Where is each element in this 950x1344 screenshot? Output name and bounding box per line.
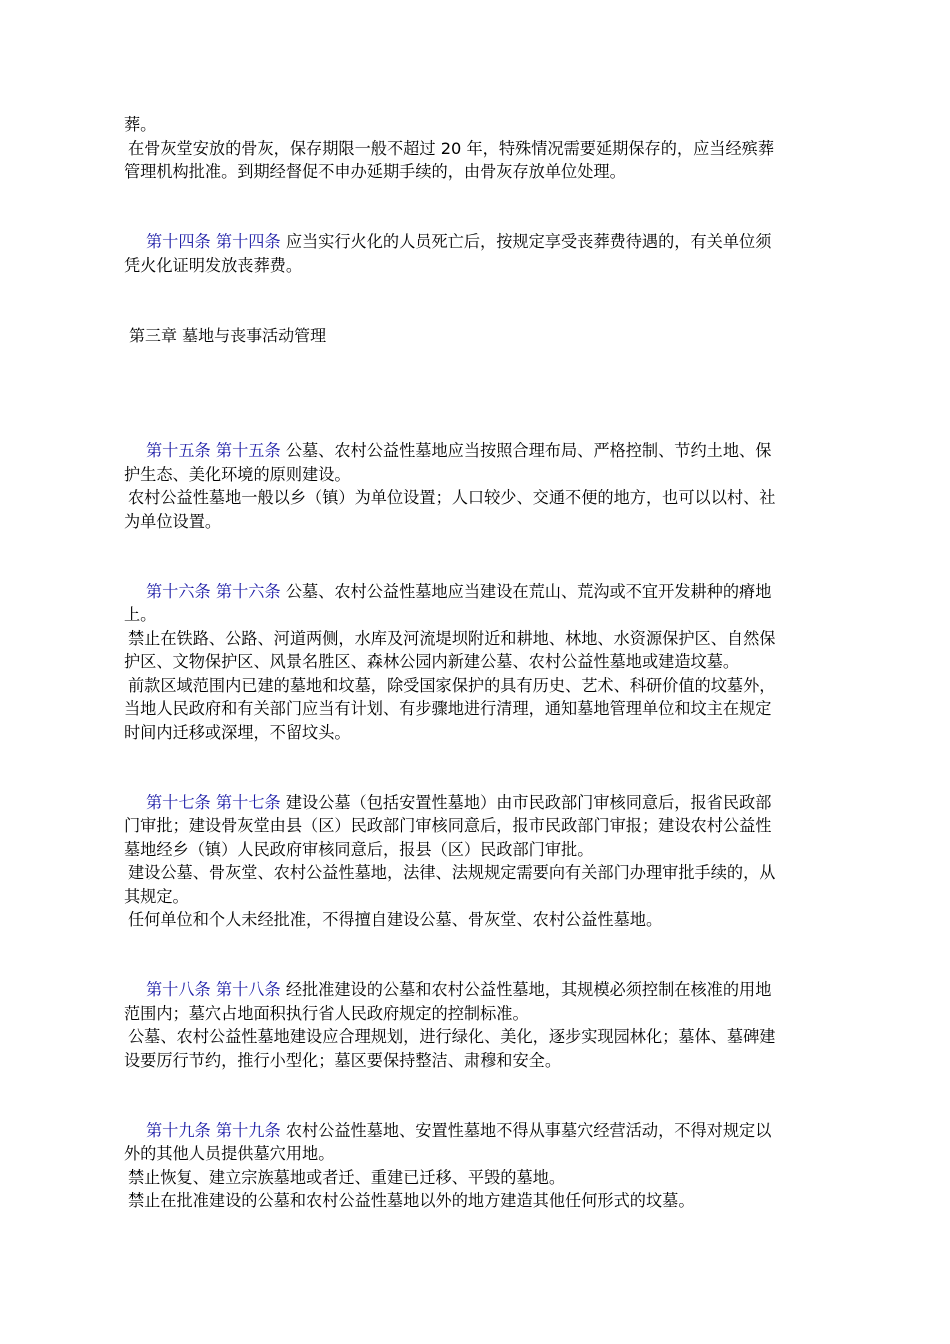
text-line: 葬。 bbox=[124, 115, 157, 134]
text-line: 为单位设置。 bbox=[124, 512, 222, 531]
article-18-text: 经批准建设的公墓和农村公益性墓地，其规模必须控制在核准的用地 bbox=[285, 980, 772, 999]
text-line: 禁止恢复、建立宗族墓地或者迁、重建已迁移、平毁的墓地。 bbox=[128, 1168, 566, 1187]
text-line: 禁止在铁路、公路、河道两侧，水库及河流堤坝附近和耕地、林地、水资源保护区、自然保 bbox=[128, 629, 776, 648]
article-19-heading: 第十九条 第十九条 bbox=[146, 1121, 281, 1140]
article-16-line bbox=[146, 581, 771, 603]
article-15-text: 公墓、农村公益性墓地应当按照合理布局、严格控制、节约土地、保 bbox=[285, 441, 772, 460]
text-line: 门审批；建设骨灰堂由县（区）民政部门审核同意后，报市民政部门审报；建设农村公益性 bbox=[124, 816, 772, 835]
text-line: 范围内；墓穴占地面积执行省人民政府规定的控制标准。 bbox=[124, 1004, 529, 1023]
article-14-heading: 第十四条 第十四条 bbox=[146, 232, 281, 251]
text-line: 建设公墓、骨灰堂、农村公益性墓地，法律、法规规定需要向有关部门办理审批手续的，从 bbox=[128, 863, 776, 882]
article-18-heading: 第十八条 第十八条 bbox=[146, 980, 281, 999]
text-line: 护生态、美化环境的原则建设。 bbox=[124, 465, 351, 484]
article-16-heading: 第十六条 第十六条 bbox=[146, 582, 281, 601]
article-14-line bbox=[146, 231, 771, 253]
text-line: 公墓、农村公益性墓地建设应合理规划，进行绿化、美化，逐步实现园林化；墓体、墓碑建 bbox=[128, 1027, 776, 1046]
article-14-text: 应当实行火化的人员死亡后，按规定享受丧葬费待遇的，有关单位须 bbox=[285, 232, 772, 251]
article-19-text: 农村公益性墓地、安置性墓地不得从事墓穴经营活动，不得对规定以 bbox=[285, 1121, 772, 1140]
text-line: 禁止在批准建设的公墓和农村公益性墓地以外的地方建造其他任何形式的坟墓。 bbox=[128, 1191, 695, 1210]
text-line: 前款区域范围内已建的墓地和坟墓，除受国家保护的具有历史、艺术、科研价值的坟墓外， bbox=[128, 676, 776, 695]
text-line: 凭火化证明发放丧葬费。 bbox=[124, 256, 303, 275]
text-line: 在骨灰堂安放的骨灰，保存期限一般不超过 20 年，特殊情况需要延期保存的，应当经殡葬 bbox=[128, 139, 775, 158]
article-17-line bbox=[146, 792, 771, 814]
article-17-text: 建设公墓（包括安置性墓地）由市民政部门审核同意后，报省民政部 bbox=[285, 793, 772, 812]
article-19-line bbox=[146, 1120, 771, 1142]
text-line: 农村公益性墓地一般以乡（镇）为单位设置；人口较少、交通不便的地方，也可以以村、社 bbox=[128, 488, 776, 507]
text-line: 上。 bbox=[124, 605, 157, 624]
chapter-title: 第三章 墓地与丧事活动管理 bbox=[129, 326, 327, 345]
article-16-text: 公墓、农村公益性墓地应当建设在荒山、荒沟或不宜开发耕种的瘠地 bbox=[285, 582, 772, 601]
text-line: 时间内迁移或深埋，不留坟头。 bbox=[124, 723, 351, 742]
text-line: 外的其他人员提供墓穴用地。 bbox=[124, 1144, 335, 1163]
text-line: 管理机构批准。到期经督促不申办延期手续的，由骨灰存放单位处理。 bbox=[124, 162, 626, 181]
text-line: 墓地经乡（镇）人民政府审核同意后，报县（区）民政部门审批。 bbox=[124, 840, 594, 859]
text-line: 其规定。 bbox=[124, 887, 189, 906]
article-17-heading: 第十七条 第十七条 bbox=[146, 793, 281, 812]
text-line: 护区、文物保护区、风景名胜区、森林公园内新建公墓、农村公益性墓地或建造坟墓。 bbox=[124, 652, 740, 671]
article-15-line bbox=[146, 440, 771, 462]
text-line: 任何单位和个人未经批准，不得擅自建设公墓、骨灰堂、农村公益性墓地。 bbox=[128, 910, 663, 929]
article-18-line bbox=[146, 979, 771, 1001]
article-15-heading: 第十五条 第十五条 bbox=[146, 441, 281, 460]
text-line: 设要厉行节约，推行小型化；墓区要保持整洁、肃穆和安全。 bbox=[124, 1051, 562, 1070]
text-line: 当地人民政府和有关部门应当有计划、有步骤地进行清理，通知墓地管理单位和坟主在规定 bbox=[124, 699, 772, 718]
